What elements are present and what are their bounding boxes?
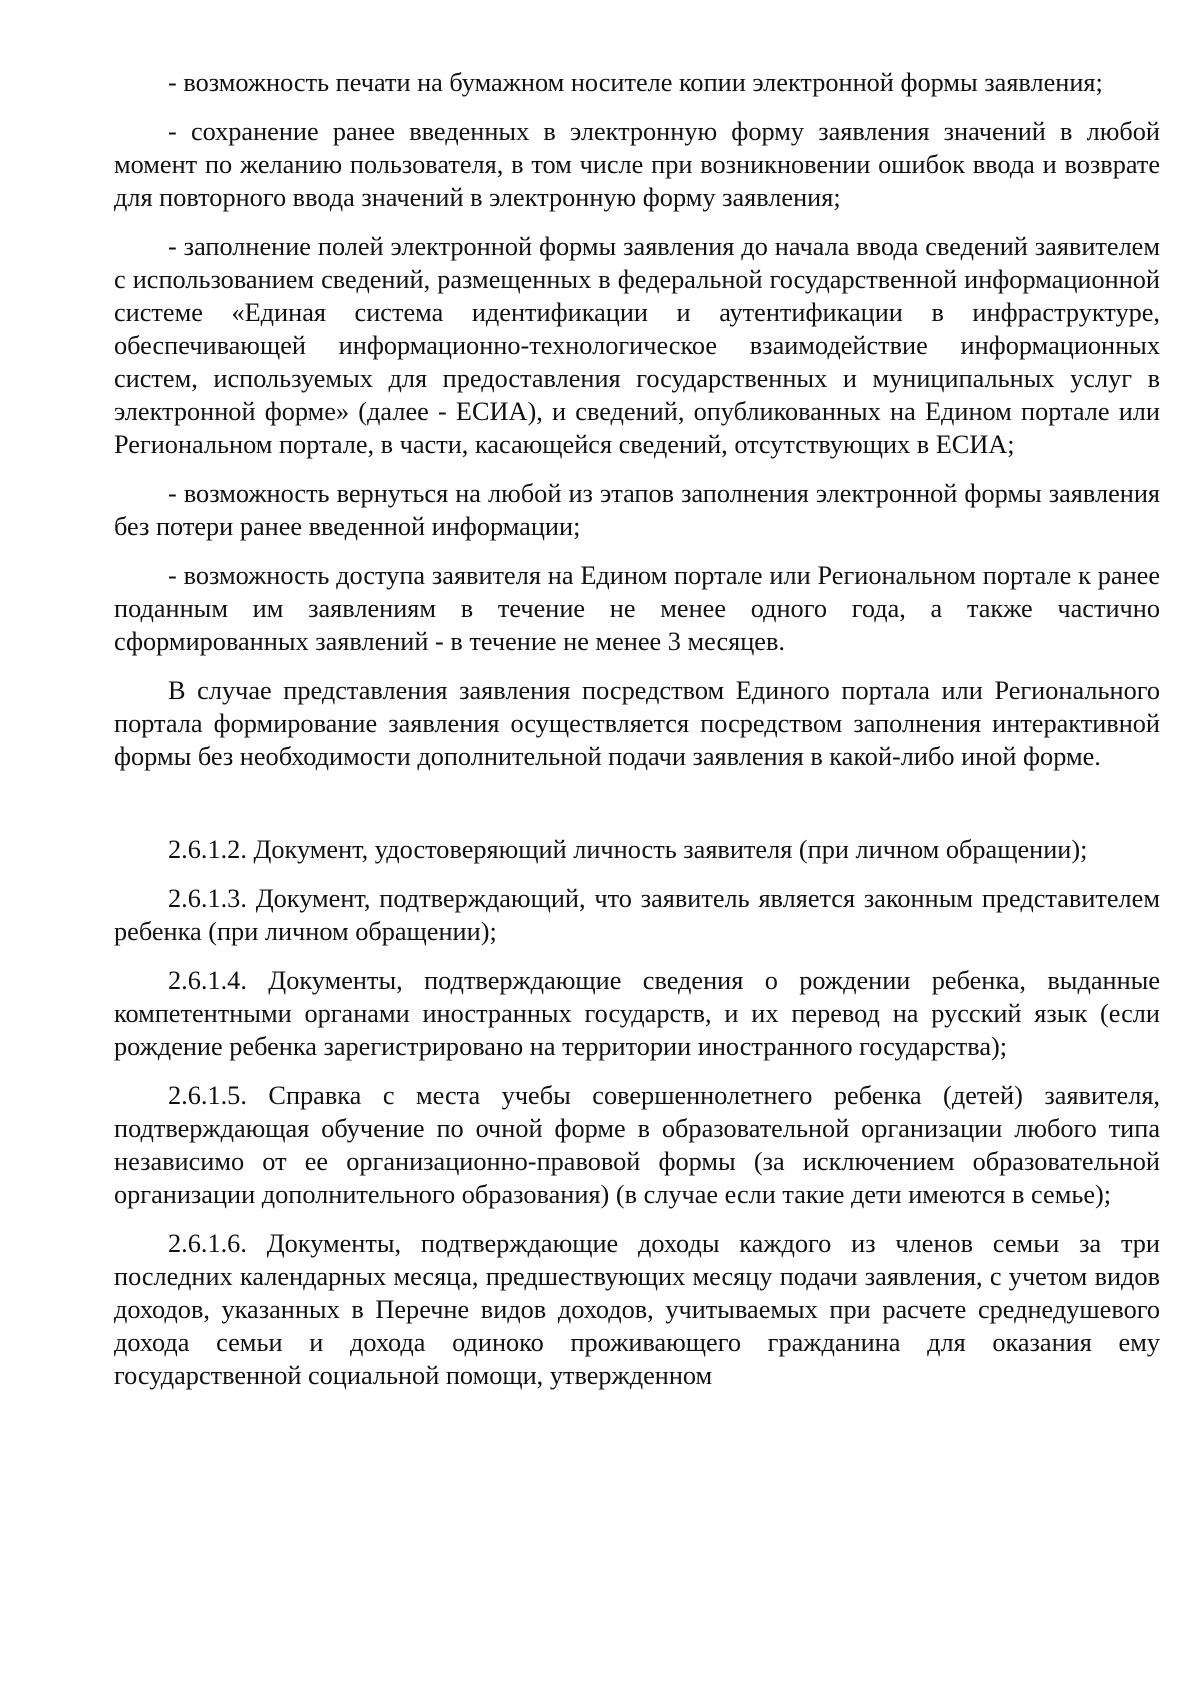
paragraph-esia-autofill: - заполнение полей электронной формы заявления до начала ввода сведений заявителем с использованием сведений, размещенных в федеральной государственной информационной системе «Единая система идентификации и аутентификации в инфраструктуре, обеспечивающей информационно-технологическое взаимодействие информационных систем, используемых для предоставления государственных и муниципальных услуг в электронной форме» (далее - ЕСИА), и сведений, опубликованных на Едином портале или Региональном портале, в части, касающейся сведений, отсутствующих в ЕСИА; xyxy=(114,232,1160,459)
paragraph-2-6-1-3: 2.6.1.3. Документ, подтверждающий, что заявитель является законным представителем ребенка (при личном обращении); xyxy=(114,884,1160,946)
paragraph-2-6-1-5: 2.6.1.5. Справка с места учебы совершеннолетнего ребенка (детей) заявителя, подтверждающая обучение по очной форме в образовательной организации любого типа независимо от ее организационно-правовой формы (за исключением образовательной организации дополнительного образования) (в случае если такие дети имеются в семье); xyxy=(114,1081,1160,1209)
paragraph-2-6-1-2: 2.6.1.2. Документ, удостоверяющий личность заявителя (при личном обращении); xyxy=(168,835,1088,864)
paragraph-print-copy: - возможность печати на бумажном носителе копии электронной формы заявления; xyxy=(168,68,1103,97)
paragraph-save-values: - сохранение ранее введенных в электронную форму заявления значений в любой момент по желанию пользователя, в том числе при возникновении ошибок ввода и возврате для повторного ввода значений в электронную форму заявления; xyxy=(114,117,1160,212)
paragraph-return-to-step: - возможность вернуться на любой из этапов заполнения электронной формы заявления без потери ранее введенной информации; xyxy=(114,479,1160,541)
paragraph-2-6-1-4: 2.6.1.4. Документы, подтверждающие сведения о рождении ребенка, выданные компетентными органами иностранных государств, и их перевод на русский язык (если рождение ребенка зарегистрировано на территории иностранного государства); xyxy=(114,966,1160,1061)
paragraph-interactive-form: В случае представления заявления посредством Единого портала или Регионального портала формирование заявления осуществляется посредством заполнения интерактивной формы без необходимости дополнительной подачи заявления в какой-либо иной форме. xyxy=(114,676,1160,771)
document-page xyxy=(114,66,1160,1392)
paragraph-2-6-1-6: 2.6.1.6. Документы, подтверждающие доходы каждого из членов семьи за три последних календарных месяца, предшествующих месяцу подачи заявления, с учетом видов доходов, указанных в Перечне видов доходов, учитываемых при расчете среднедушевого дохода семьи и дохода одиноко проживающего гражданина для оказания ему государственной социальной помощи, утвержденном xyxy=(114,1229,1160,1390)
paragraph-access-applications: - возможность доступа заявителя на Едином портале или Региональном портале к ранее поданным им заявлениям в течение не менее одного года, а также частично сформированных заявлений - в течение не менее 3 месяцев. xyxy=(114,561,1160,656)
